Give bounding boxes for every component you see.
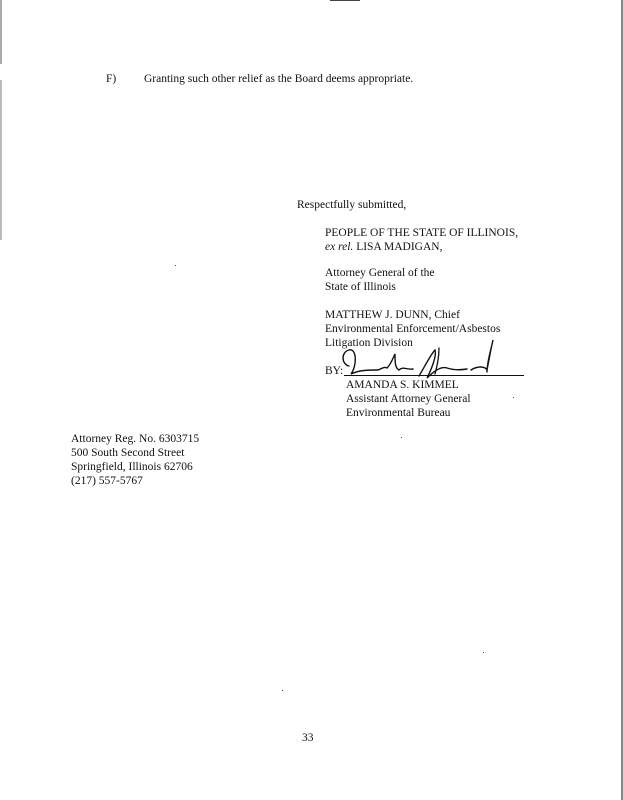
party-ex-rel [325, 240, 518, 254]
by-label: BY: [325, 365, 344, 377]
signer-unit: Environmental Bureau [346, 407, 451, 419]
ex-rel-prefix: ex rel. [325, 241, 354, 253]
scan-speck [513, 397, 514, 398]
chief-name: MATTHEW J. DUNN, Chief [325, 309, 460, 321]
handwritten-signature [335, 336, 505, 382]
ag-line-2: State of Illinois [325, 281, 396, 293]
street-address: 500 South Second Street [71, 447, 185, 459]
scan-edge-top [330, 0, 360, 1]
closing-text: Respectfully submitted, [297, 199, 407, 211]
party-block [325, 226, 518, 254]
city-state-zip: Springfield, Illinois 62706 [71, 461, 193, 473]
relief-item-letter: F) [106, 73, 117, 85]
scan-edge-left [0, 0, 2, 800]
division-name-2: Litigation Division [325, 337, 413, 349]
scan-speck [175, 265, 176, 266]
attorney-general-block [325, 266, 435, 294]
scan-speck [401, 437, 402, 438]
signer-title: Assistant Attorney General [346, 393, 471, 405]
signer-name: AMANDA S. KIMMEL [346, 379, 459, 391]
ex-rel-name: LISA MADIGAN, [356, 241, 443, 253]
address-block [71, 432, 199, 488]
division-name-1: Environmental Enforcement/Asbestos [325, 323, 501, 335]
ag-line-1: Attorney General of the [325, 267, 435, 279]
scan-speck [282, 690, 283, 691]
scan-speck [483, 652, 484, 653]
relief-item-text: Granting such other relief as the Board deems appropriate. [144, 73, 414, 85]
party-name: PEOPLE OF THE STATE OF ILLINOIS, [325, 227, 519, 239]
phone-number: (217) 557-5767 [71, 475, 143, 487]
signer-block [346, 378, 471, 420]
page-number: 33 [302, 732, 314, 744]
attorney-reg-no: Attorney Reg. No. 6303715 [71, 433, 200, 445]
